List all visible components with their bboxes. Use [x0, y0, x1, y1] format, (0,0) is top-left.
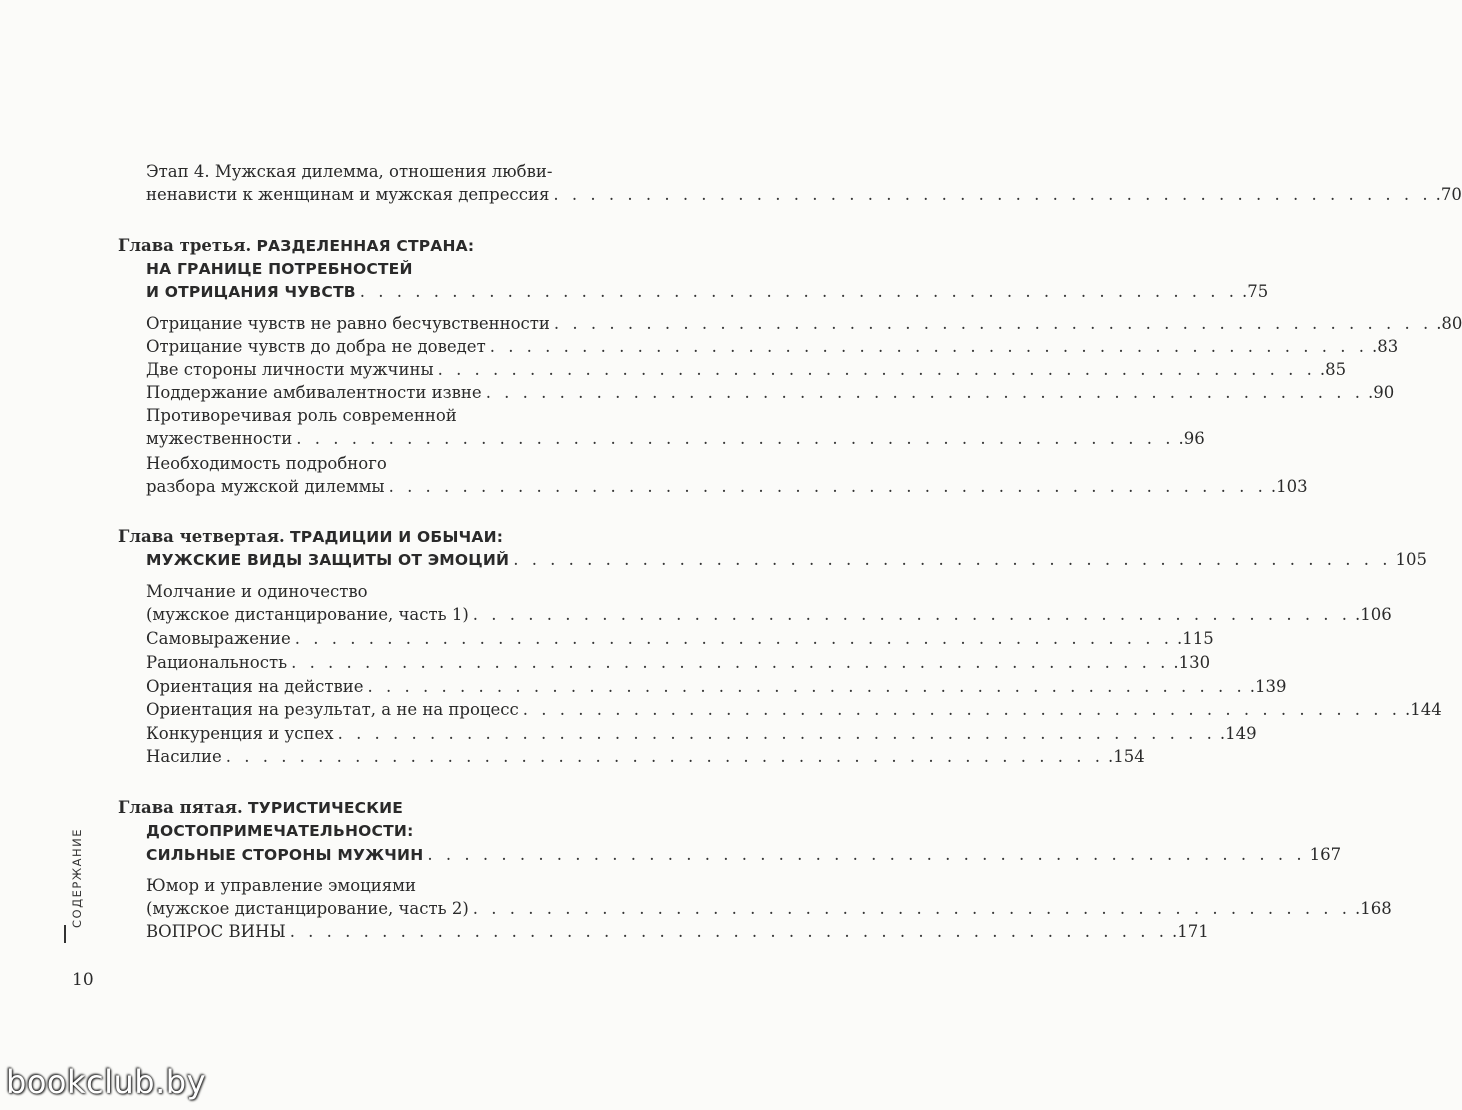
dot-leader: . . . . . . . . . . . . . . . . . . . . . . . . . . . . . . . . . . . . . . . . . . . . . . . .	[337, 724, 1216, 743]
toc-entry-text: (мужское дистанцирование, часть 1)	[146, 605, 469, 624]
toc-entry-text: Ориентация на действие	[146, 677, 364, 696]
toc-entry-text: ненависти к женщинам и мужская депрессия	[146, 185, 550, 204]
toc-line	[146, 677, 1287, 697]
dot-leader: . . . . . . . . . . . . . . . . . . . . . . . . . . . . . . . . . . . . . . . . . . . . . . . .	[294, 629, 1174, 648]
toc-page-number: .139	[1249, 677, 1287, 696]
toc-page-number: 167	[1309, 845, 1342, 864]
toc-line	[146, 747, 1145, 767]
toc-page-number: .80	[1436, 314, 1462, 333]
dot-leader: . . . . . . . . . . . . . . . . . . . . . . . . . . . . . . . . . . . . . . . . . . . . . . . .	[553, 314, 1433, 333]
toc-entry-text: Этап 4. Мужская дилемма, отношения любви-	[146, 162, 553, 181]
watermark: bookclub.by	[6, 1063, 206, 1101]
toc-line	[146, 454, 387, 474]
toc-page-number: .168	[1355, 899, 1392, 918]
toc-line	[146, 899, 1392, 919]
toc-entry-text: Отрицание чувств не равно бесчувственности	[146, 314, 550, 333]
toc-entry-text: Самовыражение	[146, 629, 291, 648]
dot-leader: . . . . . . . . . . . . . . . . . . . . . . . . . . . . . . . . . . . . . . . . . . . . . . . .	[388, 477, 1267, 496]
toc-line	[146, 406, 457, 426]
toc-page-number: .106	[1355, 605, 1392, 624]
dot-leader: . . . . . . . . . . . . . . . . . . . . . . . . . . . . . . . . . . . . . . . . . . . . . . . .	[291, 653, 1170, 672]
side-rule	[64, 925, 66, 943]
toc-entry-text: (мужское дистанцирование, часть 2)	[146, 899, 469, 918]
toc-page-number: .154	[1107, 747, 1145, 766]
toc-entry-text: Две стороны личности мужчины	[146, 360, 434, 379]
toc-entry-text: Противоречивая роль современной	[146, 406, 457, 425]
toc-page-number: .144	[1405, 700, 1442, 719]
toc-line	[146, 360, 1347, 380]
dot-leader: . . . . . . . . . . . . . . . . . . . . . . . . . . . . . . . . . . . . . . . . . . . . . . . .	[367, 677, 1246, 696]
dot-leader: . . . . . . . . . . . . . . . . . . . . . . . . . . . . . . . . . . . . . . . . . . . . . . . .	[485, 383, 1364, 402]
chapter-title: РАЗДЕЛЕННАЯ СТРАНА:	[256, 237, 475, 255]
chapter-label: Глава четвертая.	[118, 527, 285, 546]
toc-line	[146, 653, 1211, 673]
toc-page-number: .90	[1367, 383, 1395, 402]
chapter-title: ДОСТОПРИМЕЧАТЕЛЬНОСТИ:	[146, 822, 414, 840]
toc-line	[146, 629, 1214, 649]
toc-page-number: .149	[1219, 724, 1257, 743]
chapter-heading	[118, 527, 503, 547]
toc-entry-text: Ориентация на результат, а не на процесс	[146, 700, 519, 719]
toc-line	[146, 429, 1205, 449]
toc-entry-text: Юмор и управление эмоциями	[146, 876, 417, 895]
toc-entry-text: ВОПРОС ВИНЫ	[146, 922, 286, 941]
dot-leader: . . . . . . . . . . . . . . . . . . . . . . . . . . . . . . . . . . . . . . . . . . . . . . . .	[427, 845, 1306, 864]
toc-entry-text: Отрицание чувств до добра не доведет	[146, 337, 486, 356]
toc-page-number: .85	[1319, 360, 1347, 379]
toc-page-number: .83	[1371, 337, 1399, 356]
dot-leader: . . . . . . . . . . . . . . . . . . . . . . . . . . . . . . . . . . . . . . . . . . . . . . . .	[553, 185, 1432, 204]
dot-leader: . . . . . . . . . . . . . . . . . . . . . . . . . . . . . . . . . . . . . . . . . . . . . . . .	[289, 922, 1168, 941]
toc-line	[146, 162, 552, 182]
toc-line	[146, 922, 1209, 942]
toc-page-number: 105	[1395, 550, 1427, 569]
running-head-vertical: СОДЕРЖАНИЕ	[70, 827, 84, 928]
toc-page-number: .115	[1177, 629, 1214, 648]
chapter-title: МУЖСКИЕ ВИДЫ ЗАЩИТЫ ОТ ЭМОЦИЙ	[146, 551, 510, 569]
chapter-title: И ОТРИЦАНИЯ ЧУВСТВ	[146, 283, 356, 301]
toc-entry-text: Необходимость подробного	[146, 454, 387, 473]
toc-entry-text: разбора мужской дилеммы	[146, 477, 385, 496]
chapter-heading	[146, 845, 1342, 865]
toc-line	[146, 314, 1462, 334]
toc-page-number: .103	[1270, 477, 1308, 496]
page-number: 10	[72, 970, 94, 990]
chapter-heading	[146, 259, 413, 279]
toc-line	[146, 383, 1395, 403]
toc-page-number: .75	[1242, 282, 1269, 301]
dot-leader: . . . . . . . . . . . . . . . . . . . . . . . . . . . . . . . . . . . . . . . . . . . . . . . .	[472, 899, 1352, 918]
toc-page-number: .70	[1435, 185, 1462, 204]
dot-leader: . . . . . . . . . . . . . . . . . . . . . . . . . . . . . . . . . . . . . . . . . . . . . . . .	[225, 747, 1104, 766]
toc-entry-text: Молчание и одиночество	[146, 582, 368, 601]
chapter-title: НА ГРАНИЦЕ ПОТРЕБНОСТЕЙ	[146, 260, 413, 278]
dot-leader: . . . . . . . . . . . . . . . . . . . . . . . . . . . . . . . . . . . . . . . . . . . . . . . .	[522, 700, 1402, 719]
chapter-title: ТУРИСТИЧЕСКИЕ	[247, 799, 404, 817]
toc-page-number: .96	[1178, 429, 1205, 448]
toc-line	[146, 605, 1392, 625]
toc-line	[146, 700, 1442, 720]
dot-leader: . . . . . . . . . . . . . . . . . . . . . . . . . . . . . . . . . . . . . . . . . . . . . . . .	[296, 429, 1175, 448]
toc-line	[146, 477, 1308, 497]
chapter-heading	[146, 821, 413, 841]
toc-entry-text: Конкуренция и успех	[146, 724, 334, 743]
toc-line	[146, 724, 1257, 744]
dot-leader: . . . . . . . . . . . . . . . . . . . . . . . . . . . . . . . . . . . . . . . . . . . . . . . .	[359, 282, 1239, 301]
chapter-title: СИЛЬНЫЕ СТОРОНЫ МУЖЧИН	[146, 846, 424, 864]
toc-line	[146, 876, 416, 896]
toc-entry-text: Насилие	[146, 747, 222, 766]
chapter-title: ТРАДИЦИИ И ОБЫЧАИ:	[290, 528, 504, 546]
toc-line	[146, 185, 1462, 205]
chapter-heading	[146, 550, 1427, 570]
toc-line	[146, 582, 368, 602]
chapter-heading	[146, 282, 1269, 302]
toc-page-number: .130	[1173, 653, 1211, 672]
chapter-label: Глава пятая.	[118, 798, 243, 817]
toc-entry-text: мужественности	[146, 429, 293, 448]
toc-page-number: .171	[1171, 922, 1209, 941]
chapter-heading	[118, 236, 474, 256]
dot-leader: . . . . . . . . . . . . . . . . . . . . . . . . . . . . . . . . . . . . . . . . . . . . . . . .	[489, 337, 1368, 356]
toc-entry-text: Поддержание амбивалентности извне	[146, 383, 482, 402]
chapter-heading	[118, 798, 403, 818]
dot-leader: . . . . . . . . . . . . . . . . . . . . . . . . . . . . . . . . . . . . . . . . . . . . . . . .	[472, 605, 1352, 624]
toc-line	[146, 337, 1399, 357]
dot-leader: . . . . . . . . . . . . . . . . . . . . . . . . . . . . . . . . . . . . . . . . . . . . . . . .	[437, 360, 1316, 379]
toc-entry-text: Рациональность	[146, 653, 288, 672]
chapter-label: Глава третья.	[118, 236, 252, 255]
dot-leader: . . . . . . . . . . . . . . . . . . . . . . . . . . . . . . . . . . . . . . . . . . . . . . . .	[513, 550, 1392, 569]
